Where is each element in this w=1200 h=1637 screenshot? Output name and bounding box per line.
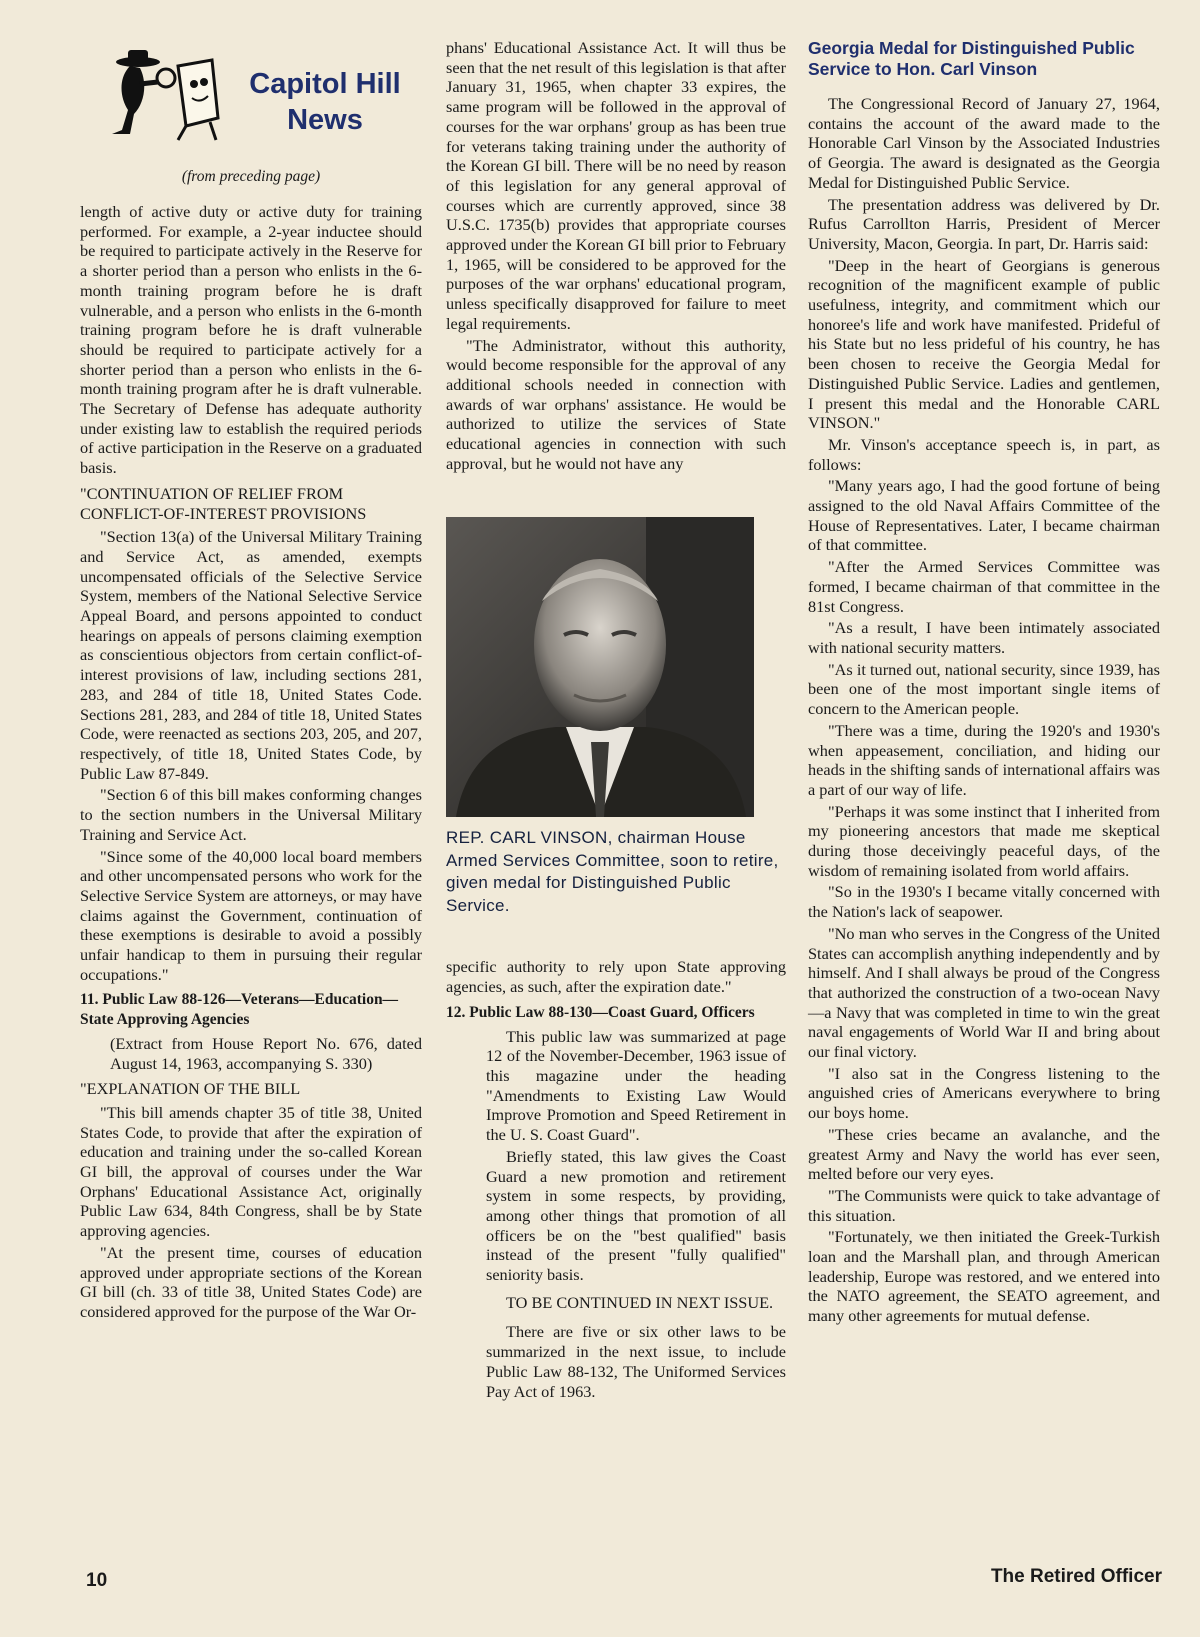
masthead <box>80 38 422 168</box>
col3-paragraph-13: "I also sat in the Congress listening to the anguished cries of Americans everywhere to bring our boys home. <box>808 1063 1160 1123</box>
col1-paragraph-5: "This bill amends chapter 35 of title 38, United States Code, to provide that after the expiration of education and training under the so-called Korean GI bill, the approval of courses under the War Orphans' Educational Assistance Act, originally Public Law 634, 84th Congress, shall be by State approving agencies. <box>80 1102 422 1241</box>
house-report-extract: (Extract from House Report No. 676, dated August 14, 1963, accompanying S. 330) <box>110 1033 422 1073</box>
col2-indented-block <box>486 1027 786 1402</box>
masthead-title-line1: Capitol Hill <box>249 68 401 100</box>
georgia-medal-headline: Georgia Medal for Distinguished Public Service to Hon. Carl Vinson <box>808 38 1135 79</box>
col2-paragraph-2: "The Administrator, without this authority, would become responsible for the approval of any additional schools needed in connection with awards of war orphans' assistance. He would be authorized to utilize the services of State educational agencies in connection with such approval, but he would not have any <box>446 335 786 473</box>
masthead-title-line2: News <box>287 104 363 136</box>
page-number: 10 <box>86 1570 108 1591</box>
photo-caption: REP. CARL VINSON, chairman House Armed Services Committee, soon to retire, given medal for Distinguished Public Service. <box>446 828 779 915</box>
col3-paragraph-1: The Congressional Record of January 27, 1964, contains the account of the award made to the Honorable Carl Vinson by the Associated Industries of Georgia. The award is designated as the Georgia Medal for Distinguished Public Service. <box>808 94 1160 192</box>
column-right <box>808 38 1160 1328</box>
col3-paragraph-4: Mr. Vinson's acceptance speech is, in part, as follows: <box>808 434 1160 474</box>
col3-paragraph-15: "The Communists were quick to take advantage of this situation. <box>808 1185 1160 1225</box>
carl-vinson-photo <box>446 517 754 817</box>
subhead-public-law-88-130: 12. Public Law 88-130—Coast Guard, Officers <box>446 1003 755 1021</box>
col1-paragraph-6: "At the present time, courses of education approved under appropriate sections of the Korean GI bill (ch. 33 of title 38, United States Code) are considered approved for the purpose of the War Or- <box>80 1242 422 1321</box>
col3-paragraph-2: The presentation address was delivered by Dr. Rufus Carrollton Harris, President of Mercer University, Macon, Georgia. In part, Dr. Harris said: <box>808 194 1160 253</box>
portrait-image <box>446 517 754 817</box>
col3-paragraph-10: "Perhaps it was some instinct that I inherited from my pioneering ancestors that made me skeptical during those deceivingly peaceful days, of the wisdom of remaining isolated from world affairs. <box>808 801 1160 880</box>
col1-paragraph-3: "Section 6 of this bill makes conforming changes to the section numbers in the Universal Military Training and Service Act. <box>80 785 422 844</box>
col2-paragraph-6: There are five or six other laws to be summarized in the next issue, to include Public Law 88-132, The Uniformed Services Pay Act of 1963. <box>486 1322 786 1401</box>
col2-paragraph-3: specific authority to rely upon State approving agencies, as such, after the expiration date." <box>446 957 786 997</box>
col1-paragraph-2: "Section 13(a) of the Universal Military Training and Service Act, as amended, exempts uncompensated officials of the Selective Service System, members of the National Selective Service Appeal Board, and persons appointed to conduct hearings on appeals of persons claiming exemption as conscientious objectors from certain conflict-of-interest provisions of law, including sections 281, 283, and 284 of title 18, United States Code. Sections 281, 283, and 284 of title 18, United States Code, were reenacted as sections 203, 205, and 207, respectively, of title 18, United States Code, by Public Law 87-849. <box>80 527 422 783</box>
col3-paragraph-3: "Deep in the heart of Georgians is generous recognition of the magnificent example of public usefulness, integrity, and commitment which our honoree's life and work have manifested. Prideful of his State but no less prideful of his country, he has been chosen to receive the Georgia Medal for Distinguished Public Service. Ladies and gentlemen, I present this medal and the Honorable CARL VINSON." <box>808 255 1160 433</box>
col3-paragraph-16: "Fortunately, we then initiated the Greek-Turkish loan and the Marshall plan, and through American leadership, Europe was restored, and we entered into the NATO agreement, the SEATO agreement, and many other agreements for mutual defense. <box>808 1227 1160 1326</box>
col1-paragraph-4: "Since some of the 40,000 local board members and other uncompensated persons who work for the Selective Service System are attorneys, or may have claims against the Government, continuation of these exemptions is desirable to avoid a possibly unfair handicap to them in pursuing their regular occupations." <box>80 846 422 984</box>
column-middle <box>446 38 786 1403</box>
col3-paragraph-5: "Many years ago, I had the good fortune of being assigned to the old Naval Affairs Committee of the House of Representatives. Later, I became chairman of that committee. <box>808 476 1160 555</box>
from-preceding-note: (from preceding page) <box>181 168 321 185</box>
col1-heading-conflict-of-interest: "CONTINUATION OF RELIEF FROM CONFLICT-OF-INTEREST PROVISIONS <box>80 483 367 523</box>
capitol-hill-mascot-icon <box>100 48 230 148</box>
col3-paragraph-11: "So in the 1930's I became vitally concerned with the Nation's lack of seapower. <box>808 882 1160 922</box>
masthead-title <box>240 66 410 138</box>
col1-paragraph-1: length of active duty or active duty for training performed. For example, a 2-year inductee should be required to participate actively in the Reserve for a shorter period than a person who enlists in the 6-month training program before he is draft vulnerable, and a person who enlists in the 6-month training program before he is draft vulnerable should be required to participate actively for a shorter period than a person who enlists in the 6-month training program after he is draft vulnerable. The Secretary of Defense has adequate authority under existing law to establish the required periods of active participation in the Reserve on a graduated basis. <box>80 202 422 478</box>
col2-paragraph-5: Briefly stated, this law gives the Coast Guard a new promotion and retirement system in some respects, by providing, among other things that promotion of all officers be on the "best qualified" basis instead of the present "fully qualified" seniority basis. <box>486 1146 786 1285</box>
column-left <box>80 38 422 1324</box>
col3-paragraph-14: "These cries became an avalanche, and the greatest Army and Navy the world has ever seen, melted before our very eyes. <box>808 1124 1160 1184</box>
col3-paragraph-12: "No man who serves in the Congress of the United States can accomplish anything independently and by himself. And I shall always be proud of the Congress that authorized the construction of a two-ocean Navy—a Navy that was completed in time to win the great naval engagements of World War II and bring about our final victory. <box>808 923 1160 1062</box>
to-be-continued: TO BE CONTINUED IN NEXT ISSUE. <box>506 1292 774 1312</box>
col3-paragraph-8: "As it turned out, national security, since 1939, has been one of the most important single items of concern to the American people. <box>808 659 1160 719</box>
col2-paragraph-1: phans' Educational Assistance Act. It will thus be seen that the net result of this legislation is that after January 31, 1965, when chapter 33 expires, the same program will be followed in the approval of courses for the war orphans' group as has been true for veterans taking training under the authority of the Korean GI bill. There will be no need by reason of this legislation for any general approval of courses which are currently approved, since 38 U.S.C. 1735(b) provides that appropriate courses approved under the Korean GI bill prior to February 1, 1965, will be considered to be approved for the purposes of the war orphans' educational program, unless specifically disapproved for failure to meet legal requirements. <box>446 38 787 333</box>
col3-paragraph-9: "There was a time, during the 1920's and 1930's when appeasement, conciliation, and hiding our heads in the shifting sands of international affairs was a part of our way of life. <box>808 720 1160 799</box>
subhead-public-law-88-126: 11. Public Law 88-126—Veterans—Education—State Approving Agencies <box>80 991 399 1029</box>
col3-paragraph-6: "After the Armed Services Committee was formed, I became chairman of that committee in the 81st Congress. <box>808 557 1160 616</box>
col3-paragraph-7: "As a result, I have been intimately associated with national security matters. <box>808 618 1160 657</box>
col2-paragraph-4: This public law was summarized at page 12 of the November-December, 1963 issue of this magazine under the heading "Amendments to Existing Law Would Improve Promotion and Speed Retirement in the U. S. Coast Guard". <box>486 1026 786 1145</box>
publication-title: The Retired Officer <box>990 1566 1162 1587</box>
col1-heading-explanation: "EXPLANATION OF THE BILL <box>80 1079 301 1099</box>
